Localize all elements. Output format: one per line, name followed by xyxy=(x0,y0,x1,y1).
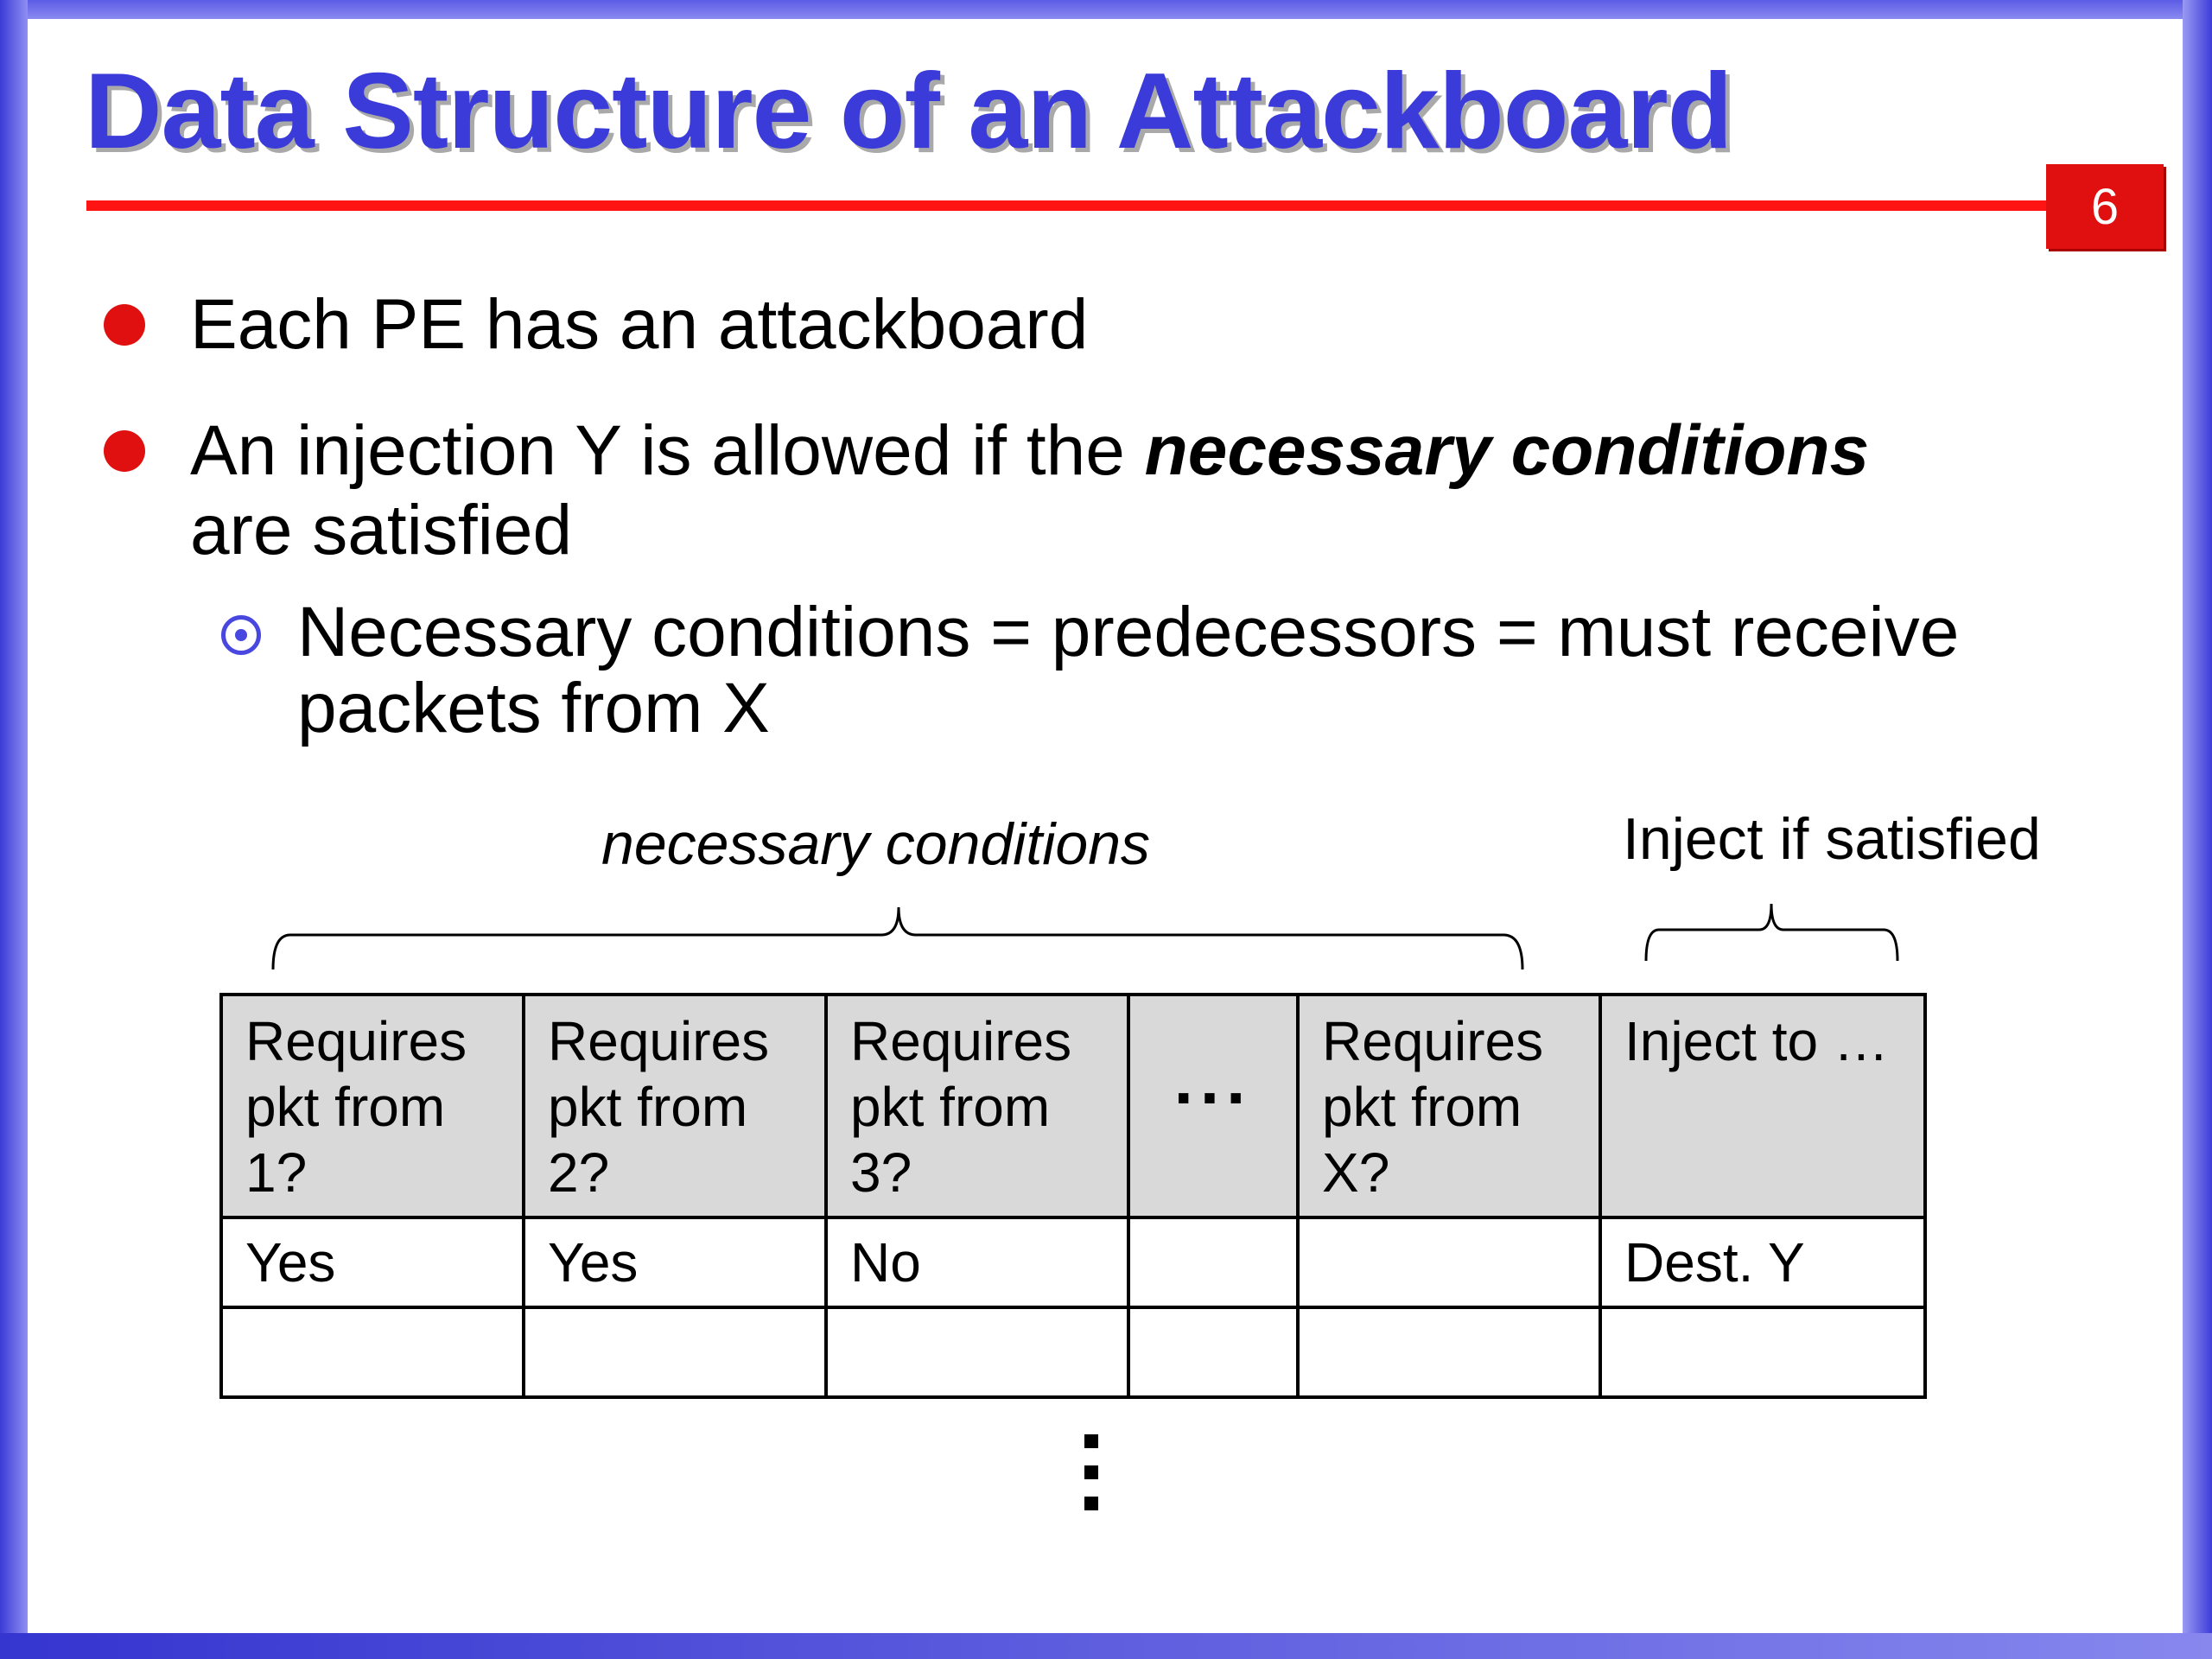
table-cell: No xyxy=(826,1217,1128,1307)
table-row xyxy=(221,1217,1925,1307)
table-cell xyxy=(1128,1217,1298,1307)
header-text-5: Requires pkt from X? xyxy=(1322,1010,1544,1204)
header-cell-3 xyxy=(826,995,1128,1217)
table-cell xyxy=(1298,1217,1600,1307)
vertical-ellipsis xyxy=(1084,1434,1105,1528)
header-text-6: Inject to … xyxy=(1624,1010,1889,1072)
table-cell: Yes xyxy=(524,1217,826,1307)
header-cell-5 xyxy=(1298,995,1600,1217)
table-cell xyxy=(1298,1307,1600,1397)
slide-number: 6 xyxy=(2046,164,2164,249)
table-header-row xyxy=(221,995,1925,1217)
header-text-3: Requires pkt from 3? xyxy=(850,1010,1072,1204)
header-ellipsis-cell xyxy=(1128,995,1298,1217)
vdot xyxy=(1084,1434,1098,1448)
conditions-brace xyxy=(273,907,1522,969)
header-cell-6 xyxy=(1600,995,1925,1217)
vdot xyxy=(1084,1465,1098,1479)
table-cell xyxy=(1128,1307,1298,1397)
attackboard-table xyxy=(219,993,1927,1399)
table-cell xyxy=(1600,1307,1925,1397)
table-cell xyxy=(826,1307,1128,1397)
sub-bullet-text-line2: packets from X xyxy=(297,669,770,747)
bullet-text-2-emphasis: necessary conditions xyxy=(1144,411,1870,490)
table-cell: Yes xyxy=(221,1217,524,1307)
vdot xyxy=(1084,1497,1098,1510)
necessary-conditions-label: necessary conditions xyxy=(601,811,1151,877)
header-cell-2 xyxy=(524,995,826,1217)
header-cell-1 xyxy=(221,995,524,1217)
table-cell: Dest. Y xyxy=(1600,1217,1925,1307)
sub-bullet-text-line1: Necessary conditions = predecessors = must receive xyxy=(297,593,1960,671)
header-text-2: Requires pkt from 2? xyxy=(548,1010,770,1204)
bullet-text-1: Each PE has an attackboard xyxy=(190,285,1089,364)
inject-brace xyxy=(1646,904,1897,961)
slide-title: Data Structure of an Attackboard xyxy=(85,52,1732,171)
table-row xyxy=(221,1307,1925,1397)
table-cell xyxy=(524,1307,826,1397)
inject-if-satisfied-label: Inject if satisfied xyxy=(1623,806,2041,872)
bullet-text-2-part1: An injection Y is allowed if the xyxy=(190,411,1145,490)
horizontal-ellipsis: ... xyxy=(1173,1040,1253,1118)
header-text-1: Requires pkt from 1? xyxy=(245,1010,467,1204)
bullet-text-2-line2: are satisfied xyxy=(190,491,573,569)
table-cell xyxy=(221,1307,524,1397)
